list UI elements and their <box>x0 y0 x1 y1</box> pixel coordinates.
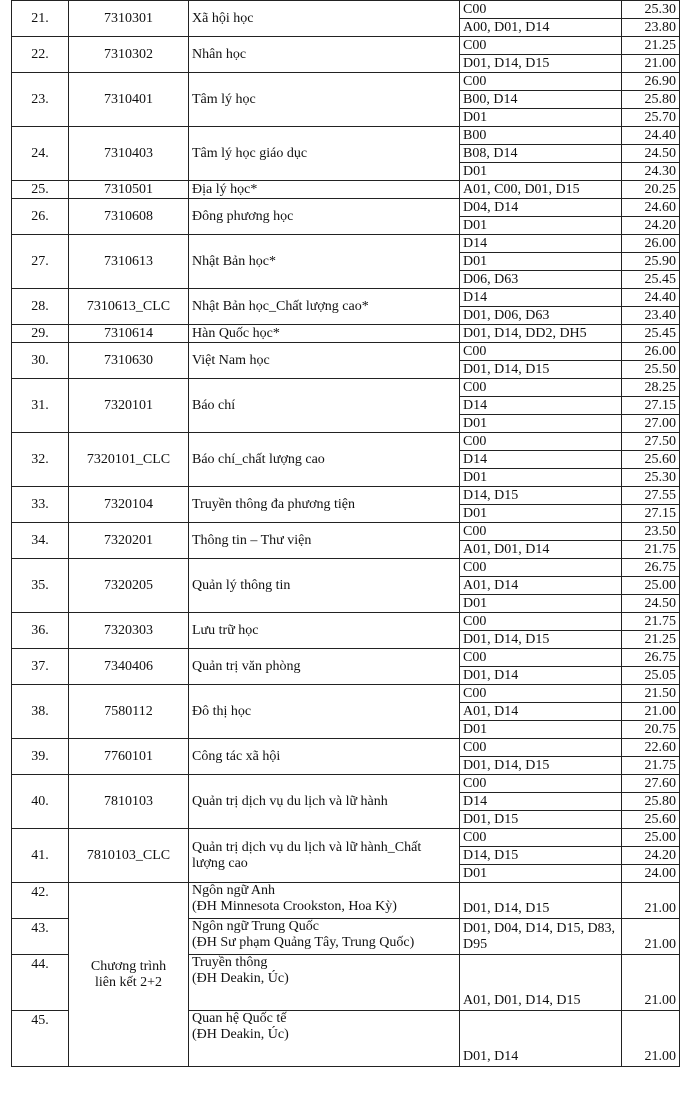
major-name: Địa lý học* <box>189 181 460 199</box>
major-code: 7310403 <box>69 127 189 181</box>
subject-combination: D01 <box>460 415 622 433</box>
subject-combination: D01, D14, D15 <box>460 883 622 919</box>
subject-combination: D06, D63 <box>460 271 622 289</box>
cutoff-score: 25.45 <box>622 325 680 343</box>
cutoff-score: 24.50 <box>622 145 680 163</box>
table-row <box>12 199 680 217</box>
subject-combination: C00 <box>460 523 622 541</box>
subject-combination: D01, D14, D15 <box>460 757 622 775</box>
cutoff-score: 26.00 <box>622 235 680 253</box>
major-name: Quản trị văn phòng <box>189 649 460 685</box>
major-code: 7310401 <box>69 73 189 127</box>
major-name: Việt Nam học <box>189 343 460 379</box>
major-code: 7310613 <box>69 235 189 289</box>
major-name: Nhật Bản học* <box>189 235 460 289</box>
table-row <box>12 235 680 253</box>
cutoff-score: 25.90 <box>622 253 680 271</box>
major-cell <box>189 955 460 1011</box>
subject-combination: B00 <box>460 127 622 145</box>
major-name: Đô thị học <box>189 685 460 739</box>
subject-combination: D01 <box>460 595 622 613</box>
table-row <box>12 685 680 703</box>
subject-combination: D01, D14, D15 <box>460 55 622 73</box>
row-number: 23. <box>12 73 69 127</box>
table-row <box>12 523 680 541</box>
subject-combination: D01 <box>460 505 622 523</box>
subject-combination: C00 <box>460 37 622 55</box>
table-row <box>12 73 680 91</box>
cutoff-score: 23.50 <box>622 523 680 541</box>
subject-combination: D14 <box>460 397 622 415</box>
row-number: 21. <box>12 1 69 37</box>
major-name: Ngôn ngữ Anh <box>192 883 276 898</box>
subject-combination: D01, D14 <box>460 1011 622 1067</box>
major-name: Lưu trữ học <box>189 613 460 649</box>
cutoff-score: 21.00 <box>622 883 680 919</box>
cutoff-score: 21.00 <box>622 919 680 955</box>
major-name: Quản lý thông tin <box>189 559 460 613</box>
major-code: 7340406 <box>69 649 189 685</box>
major-code: 7810103_CLC <box>69 829 189 883</box>
cutoff-score: 25.00 <box>622 577 680 595</box>
major-name: Xã hội học <box>189 1 460 37</box>
major-name: Tâm lý học giáo dục <box>189 127 460 181</box>
subject-combination: C00 <box>460 739 622 757</box>
table-row <box>12 559 680 577</box>
cutoff-score: 25.30 <box>622 469 680 487</box>
subject-combination: D14 <box>460 235 622 253</box>
cutoff-score: 27.50 <box>622 433 680 451</box>
major-code: 7320101_CLC <box>69 433 189 487</box>
row-number: 27. <box>12 235 69 289</box>
table-row <box>12 37 680 55</box>
subject-combination: A01, C00, D01, D15 <box>460 181 622 199</box>
row-number: 44. <box>12 955 69 1011</box>
row-number: 31. <box>12 379 69 433</box>
table-row <box>12 181 680 199</box>
subject-combination: D14 <box>460 289 622 307</box>
cutoff-score: 23.40 <box>622 307 680 325</box>
row-number: 29. <box>12 325 69 343</box>
major-code: 7310608 <box>69 199 189 235</box>
cutoff-score: 27.15 <box>622 397 680 415</box>
subject-combination: B08, D14 <box>460 145 622 163</box>
table-row <box>12 325 680 343</box>
cutoff-score: 24.40 <box>622 127 680 145</box>
cutoff-score: 25.80 <box>622 793 680 811</box>
major-code: 7320104 <box>69 487 189 523</box>
cutoff-score: 25.05 <box>622 667 680 685</box>
cutoff-score: 24.40 <box>622 289 680 307</box>
table-row <box>12 883 680 919</box>
row-number: 32. <box>12 433 69 487</box>
major-code: 7320205 <box>69 559 189 613</box>
table-row <box>12 343 680 361</box>
subject-combination: D01, D14 <box>460 667 622 685</box>
cutoff-score: 25.30 <box>622 1 680 19</box>
subject-combination: D14 <box>460 793 622 811</box>
cutoff-score: 23.80 <box>622 19 680 37</box>
subject-combination: C00 <box>460 379 622 397</box>
cutoff-score: 26.75 <box>622 649 680 667</box>
table-row <box>12 433 680 451</box>
major-name: Đông phương học <box>189 199 460 235</box>
subject-combination: D01 <box>460 865 622 883</box>
cutoff-score: 27.60 <box>622 775 680 793</box>
subject-combination: C00 <box>460 613 622 631</box>
subject-combination: D01 <box>460 109 622 127</box>
cutoff-score: 25.45 <box>622 271 680 289</box>
major-name: Quản trị dịch vụ du lịch và lữ hành_Chất lượng cao <box>189 829 460 883</box>
subject-combination: D01, D14, D15 <box>460 631 622 649</box>
major-code: 7310614 <box>69 325 189 343</box>
partner-university: (ĐH Deakin, Úc) <box>192 1027 289 1042</box>
table-row <box>12 127 680 145</box>
row-number: 33. <box>12 487 69 523</box>
major-cell <box>189 883 460 919</box>
major-name: Công tác xã hội <box>189 739 460 775</box>
row-number: 36. <box>12 613 69 649</box>
cutoff-score: 21.00 <box>622 703 680 721</box>
subject-combination: B00, D14 <box>460 91 622 109</box>
row-number: 43. <box>12 919 69 955</box>
row-number: 39. <box>12 739 69 775</box>
row-number: 25. <box>12 181 69 199</box>
cutoff-score: 26.00 <box>622 343 680 361</box>
major-name: Quản trị dịch vụ du lịch và lữ hành <box>189 775 460 829</box>
subject-combination: D01, D04, D14, D15, D83, D95 <box>460 919 622 955</box>
subject-combination: C00 <box>460 829 622 847</box>
cutoff-score: 26.75 <box>622 559 680 577</box>
cutoff-score: 24.00 <box>622 865 680 883</box>
cutoff-score: 24.30 <box>622 163 680 181</box>
major-name: Quan hệ Quốc tế <box>192 1011 287 1026</box>
major-name: Truyền thông đa phương tiện <box>189 487 460 523</box>
admission-score-page <box>11 0 679 1067</box>
row-number: 37. <box>12 649 69 685</box>
major-code: 7580112 <box>69 685 189 739</box>
joint-program-label: Chương trình liên kết 2+2 <box>69 883 189 1067</box>
table-row <box>12 613 680 631</box>
cutoff-score: 21.25 <box>622 37 680 55</box>
major-name: Tâm lý học <box>189 73 460 127</box>
cutoff-score: 24.60 <box>622 199 680 217</box>
cutoff-score: 24.50 <box>622 595 680 613</box>
cutoff-score: 25.60 <box>622 811 680 829</box>
row-number: 38. <box>12 685 69 739</box>
subject-combination: D01 <box>460 217 622 235</box>
cutoff-score: 21.75 <box>622 757 680 775</box>
cutoff-score: 25.70 <box>622 109 680 127</box>
cutoff-score: 25.50 <box>622 361 680 379</box>
cutoff-score: 21.00 <box>622 1011 680 1067</box>
subject-combination: C00 <box>460 433 622 451</box>
cutoff-score: 28.25 <box>622 379 680 397</box>
cutoff-score: 20.75 <box>622 721 680 739</box>
row-number: 34. <box>12 523 69 559</box>
subject-combination: C00 <box>460 73 622 91</box>
table-row <box>12 649 680 667</box>
cutoff-score: 21.75 <box>622 541 680 559</box>
table-row <box>12 379 680 397</box>
subject-combination: C00 <box>460 559 622 577</box>
subject-combination: D01 <box>460 163 622 181</box>
major-name: Hàn Quốc học* <box>189 325 460 343</box>
cutoff-score: 21.00 <box>622 955 680 1011</box>
cutoff-score: 25.80 <box>622 91 680 109</box>
subject-combination: C00 <box>460 1 622 19</box>
subject-combination: D01 <box>460 253 622 271</box>
subject-combination: C00 <box>460 649 622 667</box>
cutoff-score: 27.00 <box>622 415 680 433</box>
subject-combination: D01 <box>460 469 622 487</box>
major-code: 7320201 <box>69 523 189 559</box>
row-number: 41. <box>12 829 69 883</box>
row-number: 22. <box>12 37 69 73</box>
cutoff-score: 25.60 <box>622 451 680 469</box>
table-row <box>12 775 680 793</box>
major-cell <box>189 919 460 955</box>
subject-combination: A01, D01, D14 <box>460 541 622 559</box>
row-number: 35. <box>12 559 69 613</box>
major-name: Ngôn ngữ Trung Quốc <box>192 919 319 934</box>
major-code: 7810103 <box>69 775 189 829</box>
subject-combination: A01, D14 <box>460 577 622 595</box>
table-row <box>12 829 680 847</box>
cutoff-score: 21.25 <box>622 631 680 649</box>
subject-combination: D14 <box>460 451 622 469</box>
row-number: 30. <box>12 343 69 379</box>
subject-combination: D01, D06, D63 <box>460 307 622 325</box>
subject-combination: C00 <box>460 343 622 361</box>
major-code: 7310613_CLC <box>69 289 189 325</box>
subject-combination: A01, D14 <box>460 703 622 721</box>
major-name: Nhân học <box>189 37 460 73</box>
subject-combination: C00 <box>460 775 622 793</box>
major-code: 7310301 <box>69 1 189 37</box>
subject-combination: A01, D01, D14, D15 <box>460 955 622 1011</box>
major-name: Báo chí <box>189 379 460 433</box>
cutoff-score: 27.15 <box>622 505 680 523</box>
major-name: Thông tin – Thư viện <box>189 523 460 559</box>
cutoff-score: 20.25 <box>622 181 680 199</box>
subject-combination: D01, D14, DD2, DH5 <box>460 325 622 343</box>
cutoff-score: 27.55 <box>622 487 680 505</box>
major-code: 7320101 <box>69 379 189 433</box>
row-number: 45. <box>12 1011 69 1067</box>
row-number: 40. <box>12 775 69 829</box>
major-code: 7310630 <box>69 343 189 379</box>
table-row <box>12 1 680 19</box>
major-name: Nhật Bản học_Chất lượng cao* <box>189 289 460 325</box>
partner-university: (ĐH Sư phạm Quảng Tây, Trung Quốc) <box>192 935 415 950</box>
table-row <box>12 487 680 505</box>
cutoff-score: 24.20 <box>622 847 680 865</box>
cutoff-score: 25.00 <box>622 829 680 847</box>
subject-combination: D01 <box>460 721 622 739</box>
partner-university: (ĐH Deakin, Úc) <box>192 971 289 986</box>
major-code: 7310302 <box>69 37 189 73</box>
major-cell <box>189 1011 460 1067</box>
major-code: 7320303 <box>69 613 189 649</box>
table-row <box>12 289 680 307</box>
row-number: 42. <box>12 883 69 919</box>
cutoff-score: 21.75 <box>622 613 680 631</box>
cutoff-score: 21.50 <box>622 685 680 703</box>
cutoff-score: 22.60 <box>622 739 680 757</box>
major-name: Báo chí_chất lượng cao <box>189 433 460 487</box>
subject-combination: D01, D15 <box>460 811 622 829</box>
admission-score-table <box>11 0 680 1067</box>
partner-university: (ĐH Minnesota Crookston, Hoa Kỳ) <box>192 899 397 914</box>
cutoff-score: 21.00 <box>622 55 680 73</box>
table-row <box>12 739 680 757</box>
row-number: 28. <box>12 289 69 325</box>
subject-combination: D01, D14, D15 <box>460 361 622 379</box>
subject-combination: D14, D15 <box>460 847 622 865</box>
major-name: Truyền thông <box>192 955 268 970</box>
row-number: 26. <box>12 199 69 235</box>
subject-combination: D04, D14 <box>460 199 622 217</box>
row-number: 24. <box>12 127 69 181</box>
major-code: 7760101 <box>69 739 189 775</box>
cutoff-score: 26.90 <box>622 73 680 91</box>
subject-combination: D14, D15 <box>460 487 622 505</box>
subject-combination: A00, D01, D14 <box>460 19 622 37</box>
major-code: 7310501 <box>69 181 189 199</box>
table-body <box>12 1 680 883</box>
cutoff-score: 24.20 <box>622 217 680 235</box>
joint-program-body <box>12 883 680 1067</box>
subject-combination: C00 <box>460 685 622 703</box>
